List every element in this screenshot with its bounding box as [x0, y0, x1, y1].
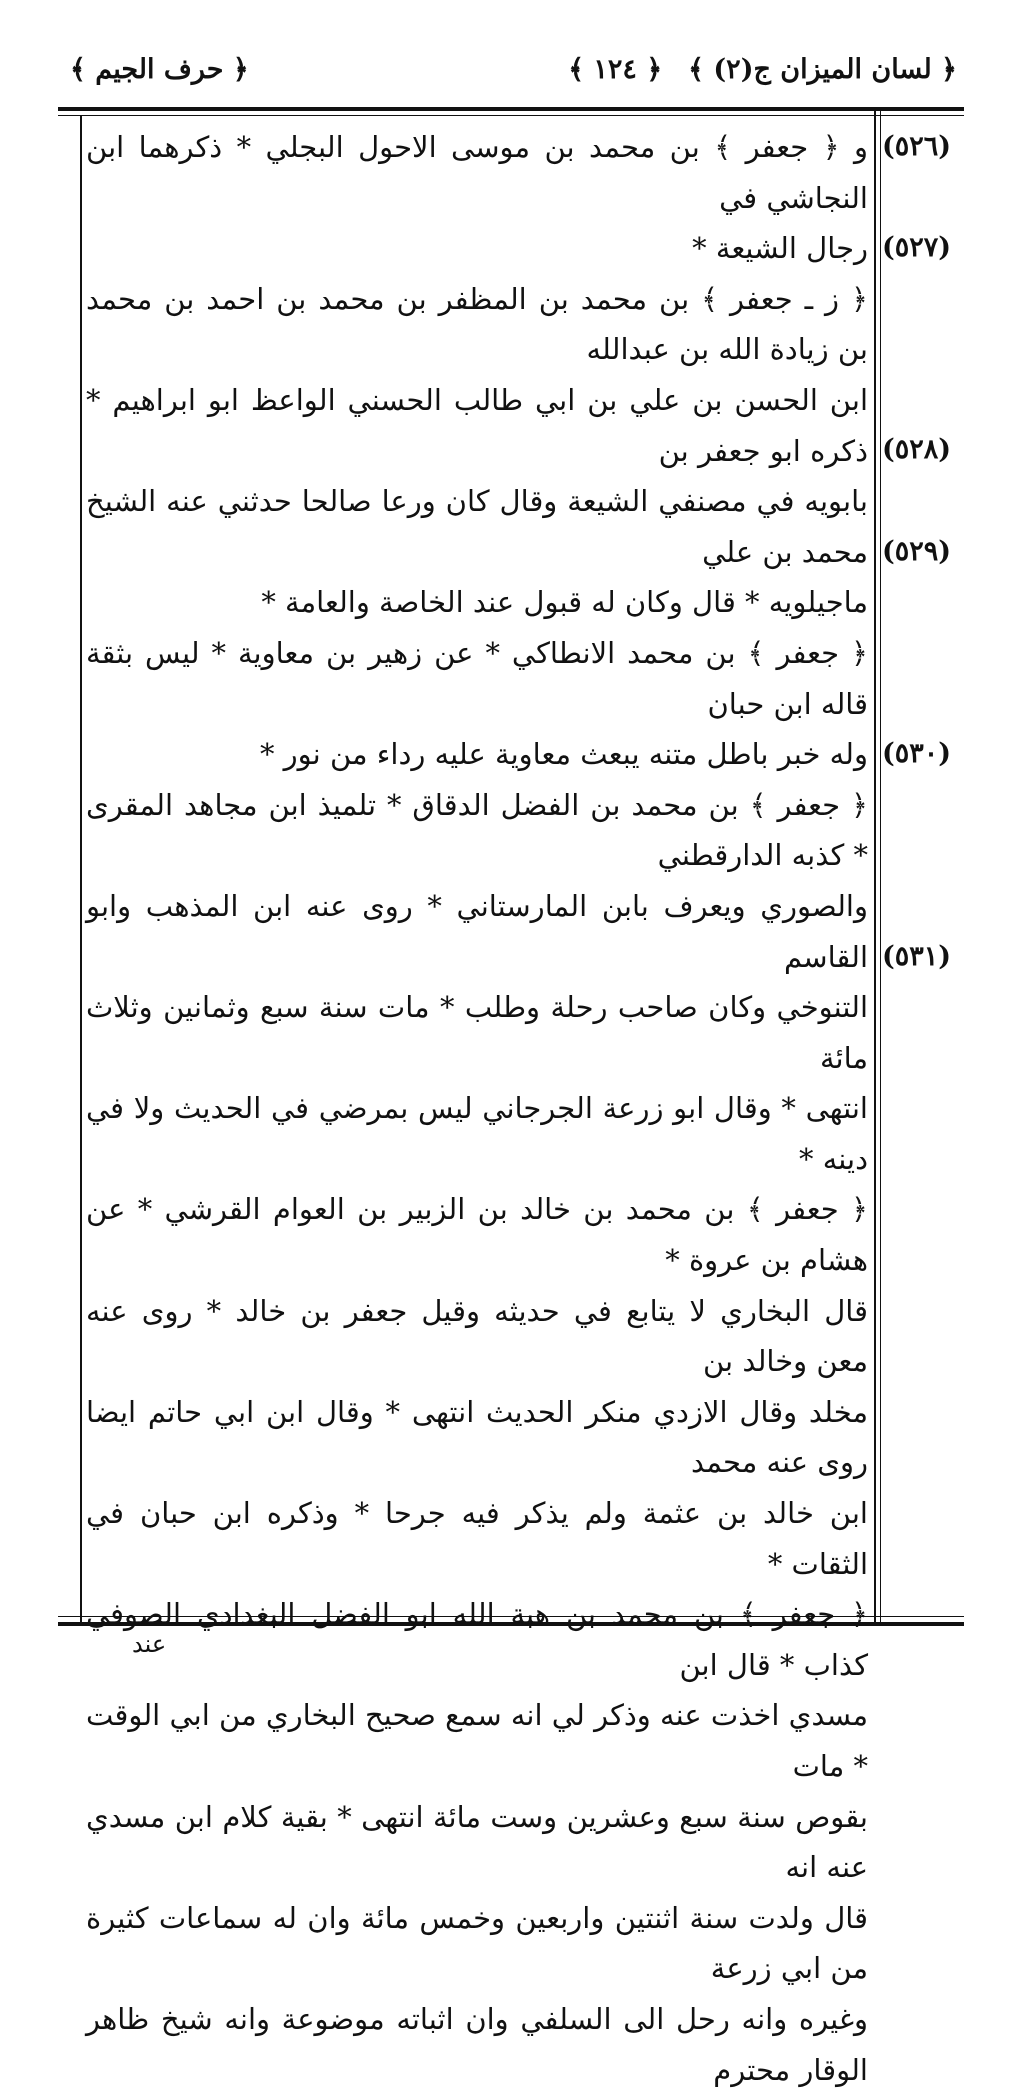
text-line: مسدي اخذت عنه وذكر لي انه سمع صحيح البخاري من ابي الوقت * مات — [86, 1698, 868, 1783]
text-line: و ﴿ جعفر ﴾ بن محمد بن موسى الاحول البجلي * ذكرهما ابن النجاشي في — [86, 130, 868, 215]
text-line: بابويه في مصنفي الشيعة وقال كان ورعا صالحا حدثني عنه الشيخ محمد بن علي — [86, 484, 868, 569]
text-line: ﴿ جعفر ﴾ بن محمد بن هبة الله ابو الفضل البغدادي الصوفي كذاب * قال ابن — [86, 1597, 868, 1682]
text-line: بقوص سنة سبع وعشرين وست مائة انتهى * بقية كلام ابن مسدي عنه انه — [86, 1799, 868, 1885]
entry-number: (٥٢٦) — [882, 131, 952, 162]
top-rule-thick — [58, 107, 964, 111]
entry-528 — [86, 628, 868, 780]
text-line: وغيره وانه رحل الى السلفي وان اثباته موضوعة وانه شيخ ظاهر الوقار محترم — [86, 2001, 868, 2087]
entry-number: (٥٣٠) — [882, 738, 952, 769]
column-divider-rule — [874, 111, 876, 1625]
chapter-letter: ﴿ حرف الجيم ﴾ — [70, 53, 249, 85]
body-text — [86, 122, 868, 2095]
text-line: ﴿ جعفر ﴾ بن محمد بن الفضل الدقاق * تلميذ ابن مجاهد المقرى * كذبه الدارقطني — [86, 787, 868, 873]
entry-527 — [86, 274, 868, 628]
text-line: التنوخي وكان صاحب رحلة وطلب * مات سنة سبع وثمانين وثلاث مائة — [86, 990, 868, 1075]
entry-number: (٥٢٩) — [882, 536, 952, 567]
column-divider-rule-inner — [880, 111, 881, 1625]
page-number: ﴿ ١٢٤ ﴾ — [568, 53, 663, 85]
entry-number: (٥٢٧) — [882, 232, 952, 263]
catchword: عند — [132, 1630, 167, 1658]
top-rule-thin — [58, 115, 964, 116]
text-line: وله خبر باطل متنه يبعث معاوية عليه رداء من نور * — [259, 737, 868, 772]
text-line: قال ولدت سنة اثنتين واربعين وخمس مائة وان له سماعات كثيرة من ابي زرعة — [86, 1900, 868, 1986]
text-line: رجال الشيعة * — [692, 231, 868, 266]
entry-number: (٥٢٨) — [882, 434, 952, 465]
entry-529 — [86, 780, 868, 1185]
left-frame-rule — [80, 115, 82, 1625]
text-line: قال البخاري لا يتابع في حديثه وقيل جعفر بن خالد * روى عنه معن وخالد بن — [86, 1293, 868, 1379]
entry-number: (٥٣١) — [882, 941, 952, 972]
book-title: ﴿ لسان الميزان ج(٢) ﴾ — [688, 53, 957, 85]
text-line: ﴿ ز ـ جعفر ﴾ بن محمد بن المظفر بن محمد بن احمد بن محمد بن زيادة الله بن عبدالله — [86, 281, 868, 367]
text-line: ﴿ جعفر ﴾ بن محمد الانطاكي * عن زهير بن معاوية * ليس بثقة قاله ابن حبان — [86, 635, 868, 721]
entry-530 — [86, 1184, 868, 1589]
text-line: ماجيلويه * قال وكان له قبول عند الخاصة والعامة * — [261, 585, 868, 620]
text-line: ابن خالد بن عثمة ولم يذكر فيه جرحا * وذكره ابن حبان في الثقات * — [86, 1496, 868, 1581]
text-line: مخلد وقال الازدي منكر الحديث انتهى * وقال ابن ابي حاتم ايضا روى عنه محمد — [86, 1394, 868, 1480]
entry-526 — [86, 122, 868, 274]
text-line: انتهى * وقال ابو زرعة الجرجاني ليس بمرضي في الحديث ولا في دينه * — [86, 1091, 868, 1176]
entry-531 — [86, 1589, 868, 2095]
running-header — [60, 44, 965, 94]
text-line: ﴿ جعفر ﴾ بن محمد بن خالد بن الزبير بن العوام القرشي * عن هشام بن عروة * — [86, 1192, 868, 1278]
text-line: والصوري ويعرف بابن المارستاني * روى عنه ابن المذهب وابو القاسم — [86, 888, 868, 974]
text-line: ابن الحسن بن علي بن ابي طالب الحسني الواعظ ابو ابراهيم * ذكره ابو جعفر بن — [86, 382, 868, 468]
